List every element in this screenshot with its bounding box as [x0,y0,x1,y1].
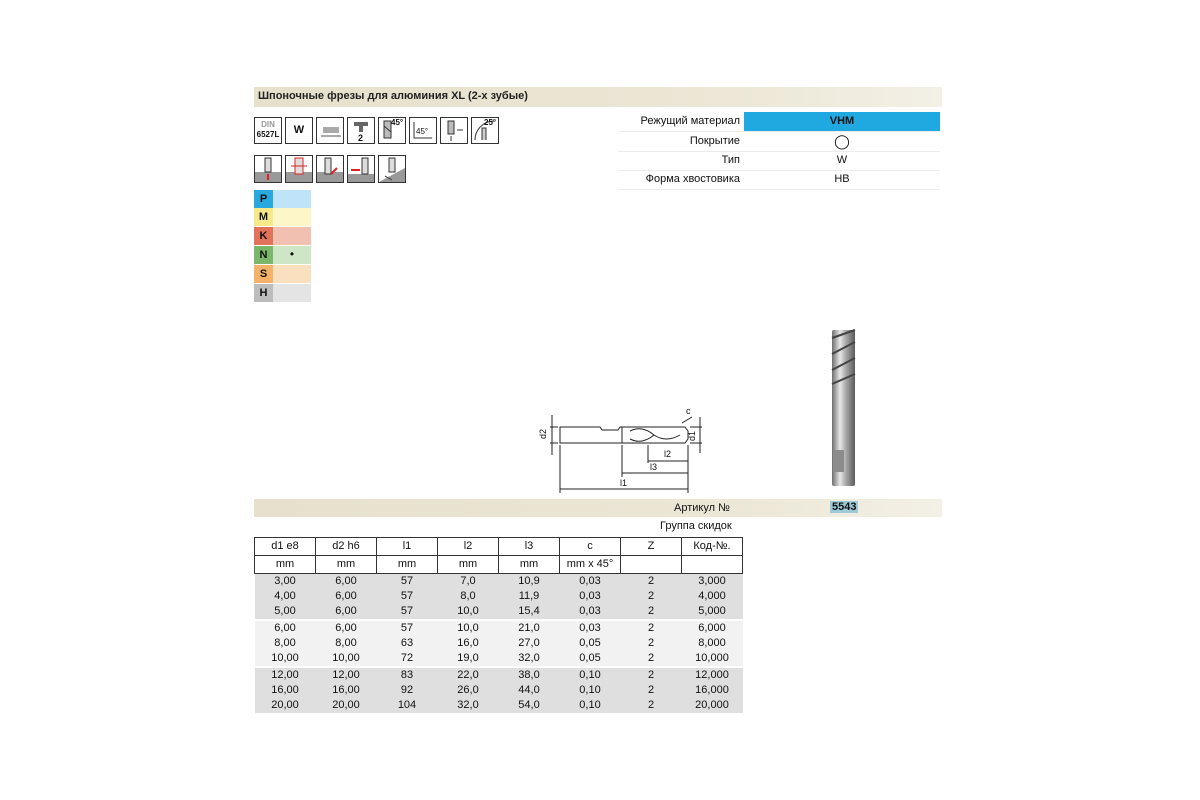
material-code: H [254,284,273,302]
table-cell: 2 [621,651,682,667]
material-group-n [254,246,311,264]
table-cell: 12,00 [255,667,316,683]
table-cell: 20,00 [316,698,377,713]
table-cell: 5,00 [255,604,316,620]
table-cell: 2 [621,589,682,604]
axial-plunge-icon [440,117,468,144]
discount-group-label: Группа скидок [660,520,732,532]
table-cell: 32,0 [438,698,499,713]
material-group-k [254,227,311,245]
table-cell: 16,00 [316,683,377,698]
slot-milling-icon [285,155,313,183]
table-cell: 2 [621,620,682,636]
table-cell: 16,00 [255,683,316,698]
table-row [255,667,743,683]
label-c: c [686,406,691,416]
material-code: M [254,208,273,226]
table-cell: 10,00 [255,651,316,667]
table-cell: 32,0 [499,651,560,667]
property-value: W [836,154,848,166]
table-cell: 8,000 [682,636,743,651]
table-cell: 10,000 [682,651,743,667]
property-value: VHM [744,112,940,131]
label-d2: d2 [538,428,549,440]
table-cell: 3,00 [255,574,316,590]
unit-cell: mm [499,556,560,574]
table-row [255,698,743,713]
corner-angle-label: 25° [484,118,497,127]
table-cell: 57 [377,620,438,636]
plunge-milling-icon [254,155,282,183]
helix-angle-label: 45° [391,118,404,127]
material-code: N [254,246,273,264]
property-label: Покрытие [689,135,740,147]
flute-count-label: 2 [358,133,364,143]
table-cell: 44,0 [499,683,560,698]
table-cell: 15,4 [499,604,560,620]
material-code: S [254,265,273,283]
property-label: Форма хвостовика [645,173,740,185]
material-value [273,208,311,226]
label-d1: d1 [687,430,698,442]
property-label: Режущий материал [640,115,740,127]
table-cell: 2 [621,698,682,713]
table-cell: 19,0 [438,651,499,667]
table-cell: 6,00 [316,620,377,636]
table-cell: 2 [621,574,682,590]
table-cell: 6,00 [316,589,377,604]
technical-drawing [530,405,710,495]
table-cell: 0,05 [560,651,621,667]
material-code: P [254,190,273,208]
label-l1: l1 [620,478,628,488]
article-number: 5543 [832,501,857,513]
property-value: ◯ [834,133,850,149]
table-cell: 16,0 [438,636,499,651]
material-group-p [254,190,311,208]
table-cell: 0,03 [560,589,621,604]
table-cell: 0,10 [560,667,621,683]
catalog-title-bar [254,87,942,107]
table-units-row [255,556,743,574]
table-cell: 72 [377,651,438,667]
article-label: Артикул № [674,502,730,514]
table-row [255,636,743,651]
ramping-icon [378,155,406,183]
property-row-type [618,151,940,171]
column-header: c [560,538,621,556]
column-header: d2 h6 [316,538,377,556]
table-cell: 0,03 [560,604,621,620]
material-value [273,190,311,208]
table-cell: 11,9 [499,589,560,604]
material-group-s [254,265,311,283]
table-cell: 8,0 [438,589,499,604]
type-w-label: W [293,124,305,136]
material-value [273,265,311,283]
table-row [255,620,743,636]
table-cell: 10,00 [316,651,377,667]
table-cell: 57 [377,574,438,590]
spec-table [254,537,743,713]
table-cell: 2 [621,604,682,620]
property-row-cutting-material [618,112,940,132]
table-cell: 83 [377,667,438,683]
unit-cell: mm [316,556,377,574]
table-cell: 10,0 [438,620,499,636]
material-code: K [254,227,273,245]
material-group-m [254,208,311,226]
table-cell: 57 [377,589,438,604]
table-cell: 3,000 [682,574,743,590]
table-cell: 92 [377,683,438,698]
table-row [255,651,743,667]
table-row [255,604,743,620]
end-mill-photo [828,328,860,490]
table-cell: 0,05 [560,636,621,651]
table-cell: 6,00 [255,620,316,636]
table-row [255,589,743,604]
material-group-h [254,284,311,302]
table-cell: 20,000 [682,698,743,713]
table-cell: 57 [377,604,438,620]
property-value: HB [834,173,850,185]
table-cell: 10,9 [499,574,560,590]
table-cell: 8,00 [316,636,377,651]
table-cell: 6,00 [316,604,377,620]
table-cell: 16,000 [682,683,743,698]
property-row-shank-form [618,170,940,190]
column-header: l3 [499,538,560,556]
table-cell: 8,00 [255,636,316,651]
din-label: DIN [261,120,275,129]
table-cell: 4,000 [682,589,743,604]
table-row [255,574,743,590]
material-value [273,284,311,302]
side-milling-icon [316,155,344,183]
column-header: Код-№. [682,538,743,556]
helix-angle-icon [378,117,406,144]
column-header: Z [621,538,682,556]
table-cell: 21,0 [499,620,560,636]
table-cell: 0,10 [560,698,621,713]
table-cell: 22,0 [438,667,499,683]
table-cell: 2 [621,683,682,698]
din-number: 6527L [256,130,280,139]
table-cell: 26,0 [438,683,499,698]
chamfer-angle-label: 45° [416,127,429,136]
unit-cell [621,556,682,574]
material-value [273,227,311,245]
contour-milling-icon [347,155,375,183]
din-standard-icon [254,117,282,144]
table-cell: 2 [621,636,682,651]
unit-cell: mm [377,556,438,574]
table-cell: 20,00 [255,698,316,713]
flute-count-icon [347,117,375,144]
unit-cell: mm [255,556,316,574]
table-cell: 38,0 [499,667,560,683]
table-cell: 6,00 [316,574,377,590]
chamfer-angle-icon [409,117,437,144]
table-cell: 0,03 [560,620,621,636]
corner-angle-icon [471,117,499,144]
column-header: l1 [377,538,438,556]
table-cell: 2 [621,667,682,683]
table-cell: 10,0 [438,604,499,620]
material-value: • [273,246,311,264]
surface-finish-icon [316,117,344,144]
table-cell: 7,0 [438,574,499,590]
table-cell: 6,000 [682,620,743,636]
table-cell: 104 [377,698,438,713]
article-bar [254,499,942,517]
catalog-title: Шпоночные фрезы для алюминия XL (2-х зубые) [258,90,528,102]
type-w-icon [285,117,313,144]
table-cell: 12,00 [316,667,377,683]
property-label: Тип [721,154,740,166]
table-cell: 27,0 [499,636,560,651]
unit-cell [682,556,743,574]
label-l2: l2 [664,449,672,459]
table-cell: 0,03 [560,574,621,590]
table-cell: 12,000 [682,667,743,683]
unit-cell: mm [438,556,499,574]
unit-cell: mm x 45° [560,556,621,574]
table-cell: 0,10 [560,683,621,698]
column-header: l2 [438,538,499,556]
table-header-row [255,538,743,556]
table-cell: 54,0 [499,698,560,713]
label-l3: l3 [650,462,658,472]
table-cell: 63 [377,636,438,651]
table-row [255,683,743,698]
table-cell: 5,000 [682,604,743,620]
property-row-coating [618,132,940,152]
table-cell: 4,00 [255,589,316,604]
column-header: d1 e8 [255,538,316,556]
